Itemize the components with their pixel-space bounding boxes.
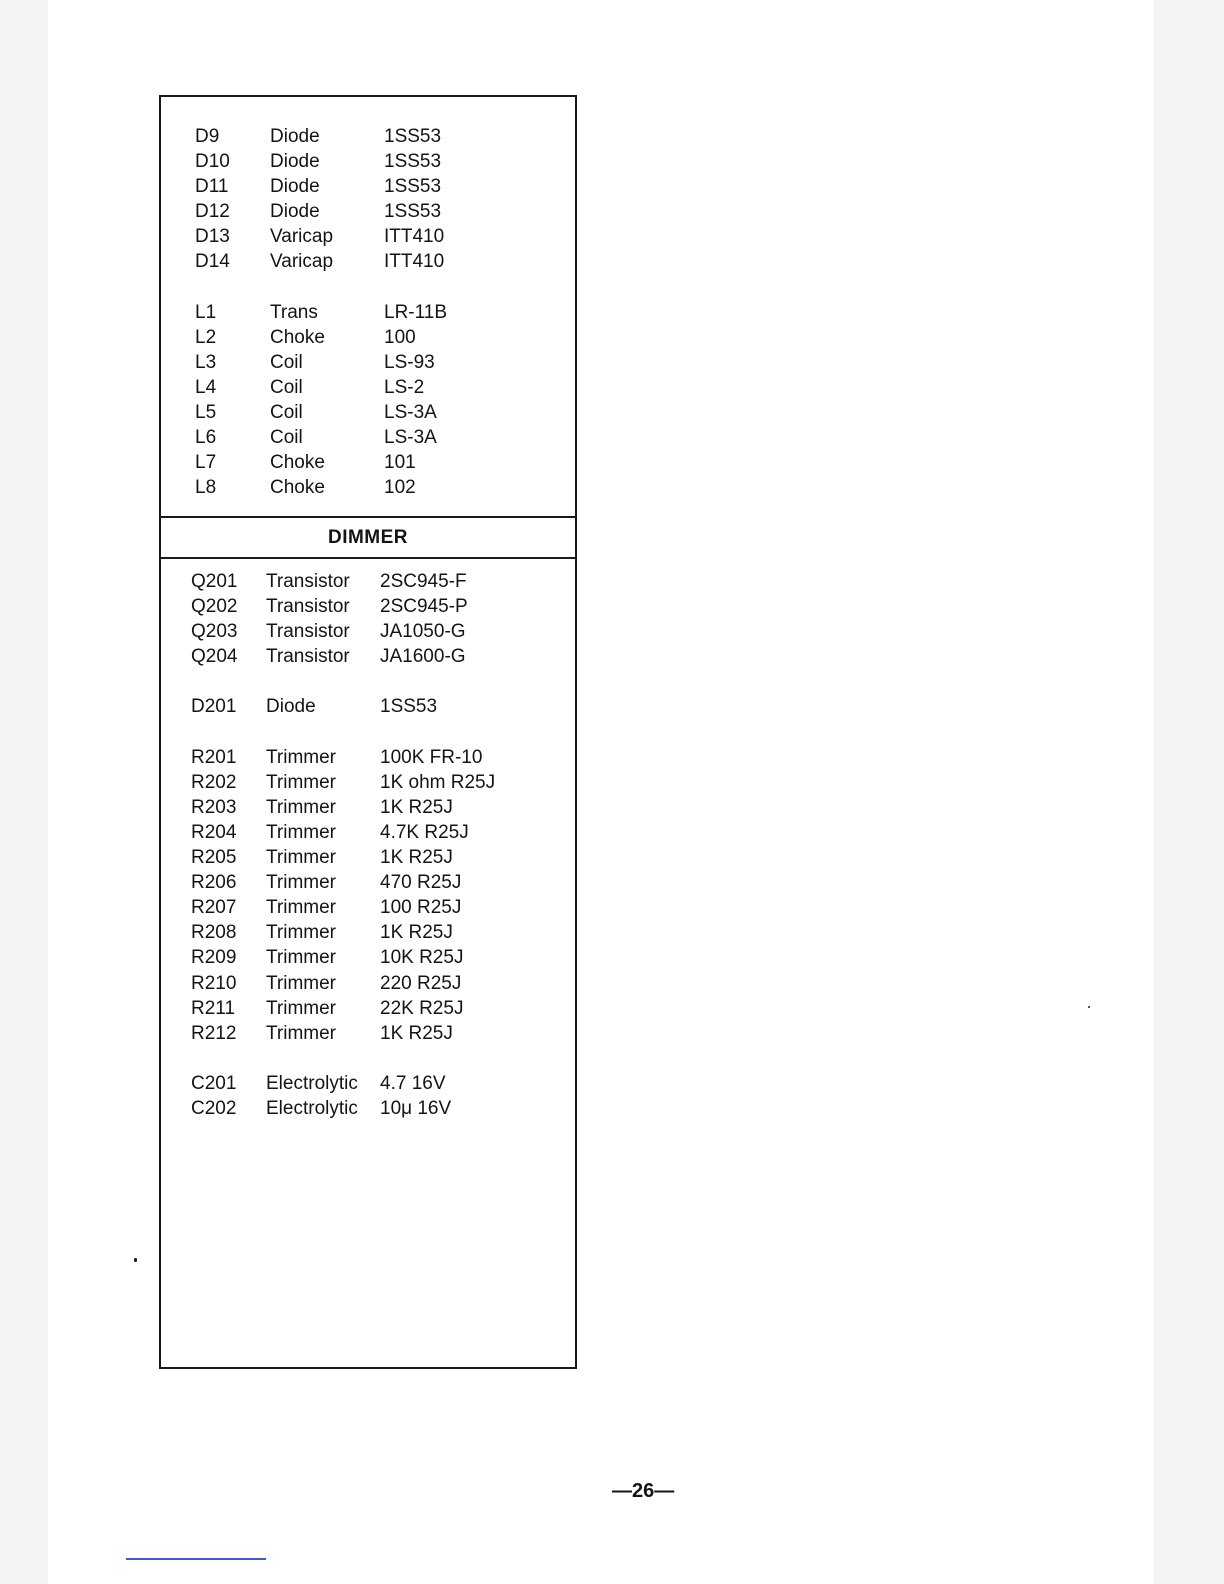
- part-type: Coil: [270, 427, 303, 449]
- part-type: Varicap: [270, 251, 334, 273]
- part-value: 220 R25J: [380, 972, 462, 994]
- part-row: [191, 870, 495, 895]
- part-row: [191, 996, 495, 1021]
- parts-list-box: [159, 95, 577, 1369]
- part-row: [195, 375, 447, 400]
- part-value: 100: [384, 326, 416, 348]
- part-type: Trimmer: [266, 847, 336, 869]
- part-type: Trimmer: [266, 872, 336, 894]
- part-ref: L5: [195, 402, 217, 424]
- part-ref: D11: [195, 176, 229, 198]
- part-row: [191, 795, 495, 820]
- group-spacer: [191, 669, 495, 694]
- part-value: 2SC945-F: [380, 571, 467, 592]
- part-type: Diode: [270, 151, 320, 173]
- part-type: Diode: [266, 696, 316, 718]
- part-value: 1K R25J: [380, 1022, 453, 1044]
- part-type: Transistor: [266, 646, 350, 668]
- part-row: [195, 475, 447, 500]
- part-row: [195, 249, 447, 274]
- footer-rule: [126, 1558, 266, 1560]
- part-type: Trimmer: [266, 997, 336, 1019]
- part-type: Choke: [270, 326, 325, 348]
- part-row: [191, 1071, 495, 1096]
- part-ref: L2: [195, 326, 217, 348]
- part-row: [191, 971, 495, 996]
- part-row: [195, 425, 447, 450]
- part-row: [191, 644, 495, 669]
- part-ref: D13: [195, 226, 230, 248]
- part-ref: Q203: [191, 621, 238, 643]
- part-type: Trimmer: [266, 922, 336, 944]
- part-type: Choke: [270, 477, 325, 499]
- scan-edge-right: [1154, 0, 1224, 1584]
- part-ref: R204: [191, 821, 237, 843]
- section-heading-dimmer: DIMMER: [161, 516, 575, 559]
- part-ref: D9: [195, 126, 220, 147]
- part-row: [195, 224, 447, 249]
- part-type: Diode: [270, 176, 320, 198]
- part-value: 100K FR-10: [380, 746, 483, 768]
- part-value: 22K R25J: [380, 997, 464, 1019]
- part-ref: R210: [191, 972, 237, 994]
- part-row: [195, 400, 447, 425]
- part-type: Transistor: [266, 596, 350, 618]
- part-type: Trimmer: [266, 746, 336, 768]
- part-value: LS-3A: [384, 402, 437, 424]
- part-ref: L8: [195, 477, 217, 499]
- part-value: 1SS53: [380, 696, 438, 718]
- part-ref: L6: [195, 427, 217, 449]
- part-row: [195, 199, 447, 224]
- part-value: 1K R25J: [380, 922, 453, 944]
- group-spacer: [191, 720, 495, 745]
- parts-section-main: [195, 124, 447, 500]
- part-value: ITT410: [384, 226, 445, 248]
- part-ref: D10: [195, 151, 230, 173]
- part-ref: D12: [195, 201, 230, 223]
- part-ref: R211: [191, 997, 236, 1019]
- part-type: Coil: [270, 351, 303, 373]
- scan-speck: [134, 1258, 137, 1262]
- part-value: LS-2: [384, 376, 425, 398]
- part-type: Coil: [270, 402, 303, 424]
- part-row: [195, 124, 447, 149]
- part-row: [191, 945, 495, 970]
- part-ref: R205: [191, 847, 237, 869]
- part-value: 1SS53: [384, 126, 442, 147]
- part-row: [191, 745, 495, 770]
- part-value: 10K R25J: [380, 947, 464, 969]
- part-type: Choke: [270, 452, 325, 474]
- part-value: JA1600-G: [380, 646, 466, 668]
- part-value: ITT410: [384, 251, 445, 273]
- group-spacer: [195, 275, 447, 300]
- part-type: Transistor: [266, 621, 350, 643]
- part-row: [191, 895, 495, 920]
- part-ref: R209: [191, 947, 237, 969]
- part-ref: R212: [191, 1022, 237, 1044]
- part-type: Varicap: [270, 226, 334, 248]
- part-ref: Q202: [191, 596, 238, 618]
- part-row: [191, 594, 495, 619]
- part-row: [191, 1021, 495, 1046]
- part-row: [191, 694, 495, 719]
- scan-edge-left: [0, 0, 48, 1584]
- part-ref: D201: [191, 696, 237, 718]
- part-row: [195, 174, 447, 199]
- part-row: [191, 920, 495, 945]
- part-value: 1SS53: [384, 176, 442, 198]
- part-value: 1SS53: [384, 201, 442, 223]
- part-value: 1K ohm R25J: [380, 771, 496, 793]
- part-row: [195, 350, 447, 375]
- part-type: Diode: [270, 201, 320, 223]
- part-ref: C202: [191, 1097, 237, 1119]
- part-value: 1SS53: [384, 151, 442, 173]
- part-type: Trimmer: [266, 821, 336, 843]
- part-value: 101: [384, 452, 416, 474]
- part-type: Coil: [270, 376, 303, 398]
- page-number: —26—: [612, 1480, 675, 1502]
- part-ref: Q201: [191, 571, 238, 592]
- part-ref: L4: [195, 376, 217, 398]
- part-ref: R203: [191, 796, 237, 818]
- part-ref: R207: [191, 897, 237, 919]
- scan-speck: [1088, 1006, 1090, 1008]
- part-ref: D14: [195, 251, 230, 273]
- part-value: 100 R25J: [380, 897, 462, 919]
- part-type: Trimmer: [266, 771, 336, 793]
- part-row: [191, 845, 495, 870]
- part-ref: R202: [191, 771, 237, 793]
- part-value: LR-11B: [384, 301, 448, 323]
- part-value: 1K R25J: [380, 847, 453, 869]
- part-row: [195, 450, 447, 475]
- part-value: 10μ 16V: [380, 1097, 452, 1119]
- part-type: Trimmer: [266, 972, 336, 994]
- part-value: 4.7 16V: [380, 1072, 446, 1094]
- part-row: [195, 300, 447, 325]
- part-ref: R201: [191, 746, 237, 768]
- part-value: JA1050-G: [380, 621, 466, 643]
- part-type: Electrolytic: [266, 1072, 358, 1094]
- part-ref: L1: [195, 301, 217, 323]
- part-type: Trimmer: [266, 1022, 336, 1044]
- part-type: Electrolytic: [266, 1097, 358, 1119]
- part-row: [191, 820, 495, 845]
- part-value: 102: [384, 477, 416, 499]
- part-type: Trimmer: [266, 796, 336, 818]
- part-row: [195, 325, 447, 350]
- part-type: Trimmer: [266, 947, 336, 969]
- group-spacer: [191, 1046, 495, 1071]
- part-ref: Q204: [191, 646, 238, 668]
- part-type: Trimmer: [266, 897, 336, 919]
- part-value: 1K R25J: [380, 796, 453, 818]
- part-value: 2SC945-P: [380, 596, 468, 618]
- part-ref: R206: [191, 872, 237, 894]
- part-row: [195, 149, 447, 174]
- part-row: [191, 569, 495, 594]
- part-row: [191, 1096, 495, 1121]
- part-value: 470 R25J: [380, 872, 462, 894]
- part-type: Trans: [270, 301, 318, 323]
- part-ref: R208: [191, 922, 237, 944]
- part-value: 4.7K R25J: [380, 821, 469, 843]
- part-row: [191, 619, 495, 644]
- part-ref: C201: [191, 1072, 237, 1094]
- part-value: LS-93: [384, 351, 435, 373]
- part-ref: L3: [195, 351, 217, 373]
- part-type: Diode: [270, 126, 320, 147]
- part-value: LS-3A: [384, 427, 437, 449]
- part-type: Transistor: [266, 571, 350, 592]
- part-ref: L7: [195, 452, 217, 474]
- part-row: [191, 770, 495, 795]
- parts-section-dimmer: [191, 569, 495, 1121]
